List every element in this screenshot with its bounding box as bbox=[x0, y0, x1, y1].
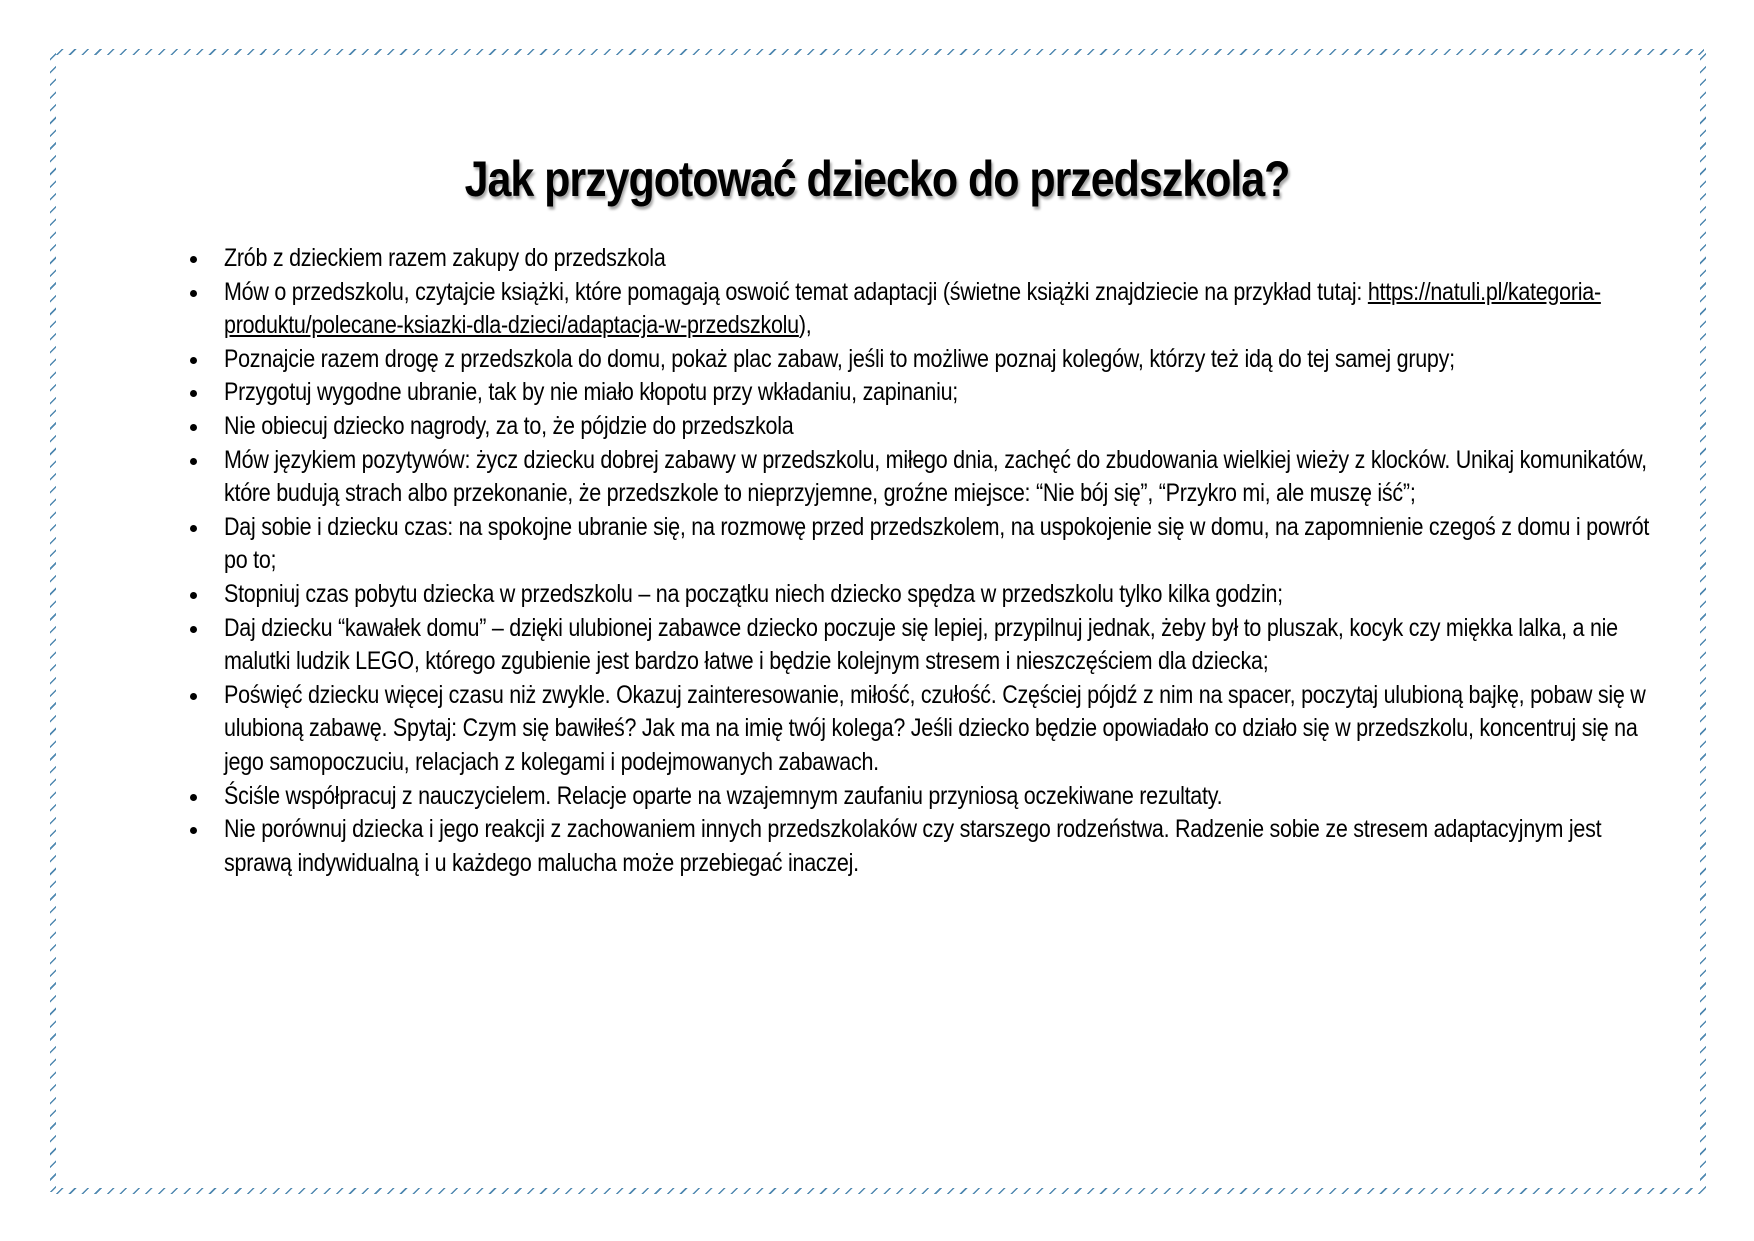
list-item-text: Nie obiecuj dziecko nagrody, za to, że pójdzie do przedszkola bbox=[224, 411, 794, 440]
list-item bbox=[186, 578, 1676, 612]
page-border-bottom bbox=[52, 1188, 1704, 1194]
list-item-text: Poznajcie razem drogę z przedszkola do domu, pokaż plac zabaw, jeśli to możliwe poznaj kolegów, którzy też idą do tej samej grupy; bbox=[224, 344, 1455, 373]
list-item-text: Mów językiem pozytywów: życz dziecku dobrej zabawy w przedszkolu, miłego dnia, zachęć do zbudowania wielkiej wieży z klocków. Unikaj komunikatów, które budują strach albo przekonanie, że przedszkole to nieprzyjemne, groźne miejsce: “Nie bój się”, “Przykro mi, ale muszę iść”; bbox=[224, 445, 1647, 508]
list-item bbox=[186, 343, 1676, 377]
bullet-icon bbox=[190, 626, 197, 633]
list-item-text: Daj dziecku “kawałek domu” – dzięki ulubionej zabawce dziecko poczuje się lepiej, przypilnuj jednak, żeby był to pluszak, kocyk czy miękka lalka, a nie malutki ludzik LEGO, którego zgubienie jest bardzo łatwe i będzie kolejnym stresem i nieszczęściem dla dziecka; bbox=[224, 613, 1618, 676]
bullet-icon bbox=[190, 693, 197, 700]
list-item bbox=[186, 242, 1676, 276]
list-item-text: Zrób z dzieckiem razem zakupy do przedszkola bbox=[224, 244, 666, 272]
list-item-text-before: Mów o przedszkolu, czytajcie książki, które pomagają oswoić temat adaptacji (świetne książki znajdziecie na przykład tutaj: bbox=[224, 277, 1368, 306]
tips-list bbox=[186, 242, 1676, 880]
list-item bbox=[186, 679, 1676, 780]
list-item-text: Nie porównuj dziecka i jego reakcji z zachowaniem innych przedszkolaków czy starszego rodzeństwa. Radzenie sobie ze stresem adaptacyjnym jest sprawą indywidualną i u każdego malucha może przebiegać inaczej. bbox=[224, 815, 1602, 877]
page-border-top bbox=[52, 49, 1704, 55]
list-item bbox=[186, 612, 1676, 679]
list-item-text: Poświęć dziecku więcej czasu niż zwykle. Okazuj zainteresowanie, miłość, czułość. Częściej pójdź z nim na spacer, poczytaj ulubioną bajkę, pobaw się w ulubioną zabawę. Spytaj: Czym się bawiłeś? Jak ma na imię twój kolega? Jeśli dziecko będzie opowiadało co działo się w przedszkolu, koncentruj się na jego samopoczuciu, relacjach z kolegami i podejmowanych zabawach. bbox=[224, 680, 1646, 776]
bullet-icon bbox=[190, 357, 197, 364]
list-item-text: Stopniuj czas pobytu dziecka w przedszkolu – na początku niech dziecko spędza w przedszkolu tylko kilka godzin; bbox=[224, 579, 1283, 608]
bullet-icon bbox=[190, 794, 197, 801]
list-item-text-after: ), bbox=[798, 311, 812, 340]
list-item-text: Przygotuj wygodne ubranie, tak by nie miało kłopotu przy wkładaniu, zapinaniu; bbox=[224, 378, 959, 407]
page-title: Jak przygotować dziecko do przedszkola? bbox=[464, 151, 1290, 207]
bullet-icon bbox=[190, 290, 197, 297]
list-item-text bbox=[224, 276, 1673, 343]
list-item bbox=[186, 813, 1676, 880]
books-link[interactable]: https://natuli.pl/kategoria-produktu/polecane-ksiazki-dla-dzieci/adaptacja-w-przedszkolu bbox=[224, 277, 1601, 340]
list-item bbox=[186, 376, 1676, 410]
bullet-icon bbox=[190, 458, 197, 465]
list-item bbox=[186, 511, 1676, 578]
list-item bbox=[186, 444, 1676, 511]
list-item-text: Daj sobie i dziecku czas: na spokojne ubranie się, na rozmowę przed przedszkolem, na uspokojenie się w domu, na zapomnienie czegoś z domu i powrót po to; bbox=[224, 512, 1650, 575]
list-item bbox=[186, 276, 1676, 343]
bullet-icon bbox=[190, 525, 197, 532]
list-item-text: Ściśle współpracuj z nauczycielem. Relacje oparte na wzajemnym zaufaniu przyniosą oczekiwane rezultaty. bbox=[224, 781, 1223, 810]
list-item bbox=[186, 780, 1676, 814]
bullet-icon bbox=[190, 592, 197, 599]
bullet-icon bbox=[190, 256, 197, 263]
bullet-icon bbox=[190, 390, 197, 397]
page-border-left bbox=[50, 52, 56, 1192]
list-item bbox=[186, 410, 1676, 444]
bullet-icon bbox=[190, 827, 197, 834]
bullet-icon bbox=[190, 424, 197, 431]
